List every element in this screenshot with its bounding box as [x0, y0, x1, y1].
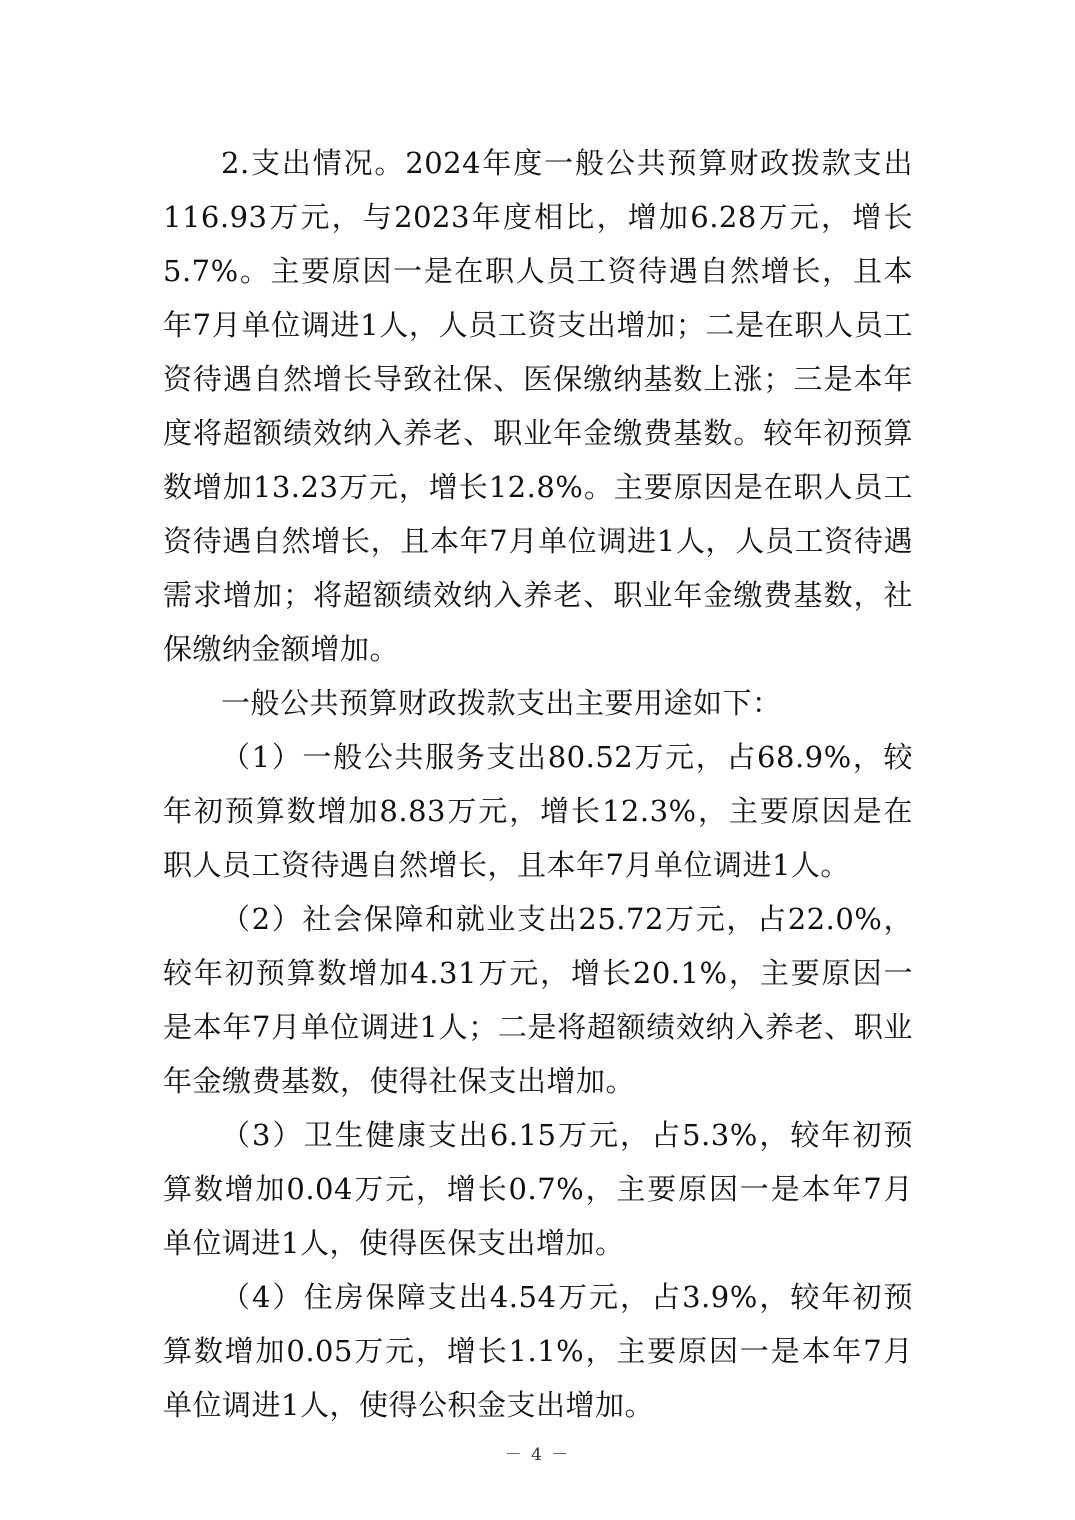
page-number: － 4 － [504, 1445, 571, 1465]
paragraph-main-uses-intro: 一般公共预算财政拨款支出主要用途如下： [221, 686, 782, 720]
paragraph-housing: （4）住房保障支出4.54万元，占3.9%，较年初预算数增加0.05万元，增长1.1%，主要原因一是本年7月单位调进1人，使得公积金支出增加。 [163, 1280, 913, 1422]
paragraph-general-public-services: （1）一般公共服务支出80.52万元，占68.9%，较年初预算数增加8.83万元，增长12.3%，主要原因是在职人员工资待遇自然增长，且本年7月单位调进1人。 [163, 740, 913, 882]
paragraph-health: （3）卫生健康支出6.15万元，占5.3%，较年初预算数增加0.04万元，增长0.7%，主要原因一是本年7月单位调进1人，使得医保支出增加。 [163, 1118, 913, 1260]
document-body [163, 136, 913, 1432]
paragraph-expenditure-overview: 2.支出情况。2024年度一般公共预算财政拨款支出116.93万元，与2023年度相比，增加6.28万元，增长5.7%。主要原因一是在职人员工资待遇自然增长，且本年7月单位调进1人，人员工资支出增加；二是在职人员工资待遇自然增长导致社保、医保缴纳基数上涨；三是本年度将超额绩效纳入养老、职业年金缴费基数。较年初预算数增加13.23万元，增长12.8%。主要原因是在职人员工资待遇自然增长，且本年7月单位调进1人，人员工资待遇需求增加；将超额绩效纳入养老、职业年金缴费基数，社保缴纳金额增加。 [163, 146, 913, 666]
paragraph-social-security: （2）社会保障和就业支出25.72万元，占22.0%，较年初预算数增加4.31万元，增长20.1%，主要原因一是本年7月单位调进1人；二是将超额绩效纳入养老、职业年金缴费基数，使得社保支出增加。 [163, 902, 913, 1098]
